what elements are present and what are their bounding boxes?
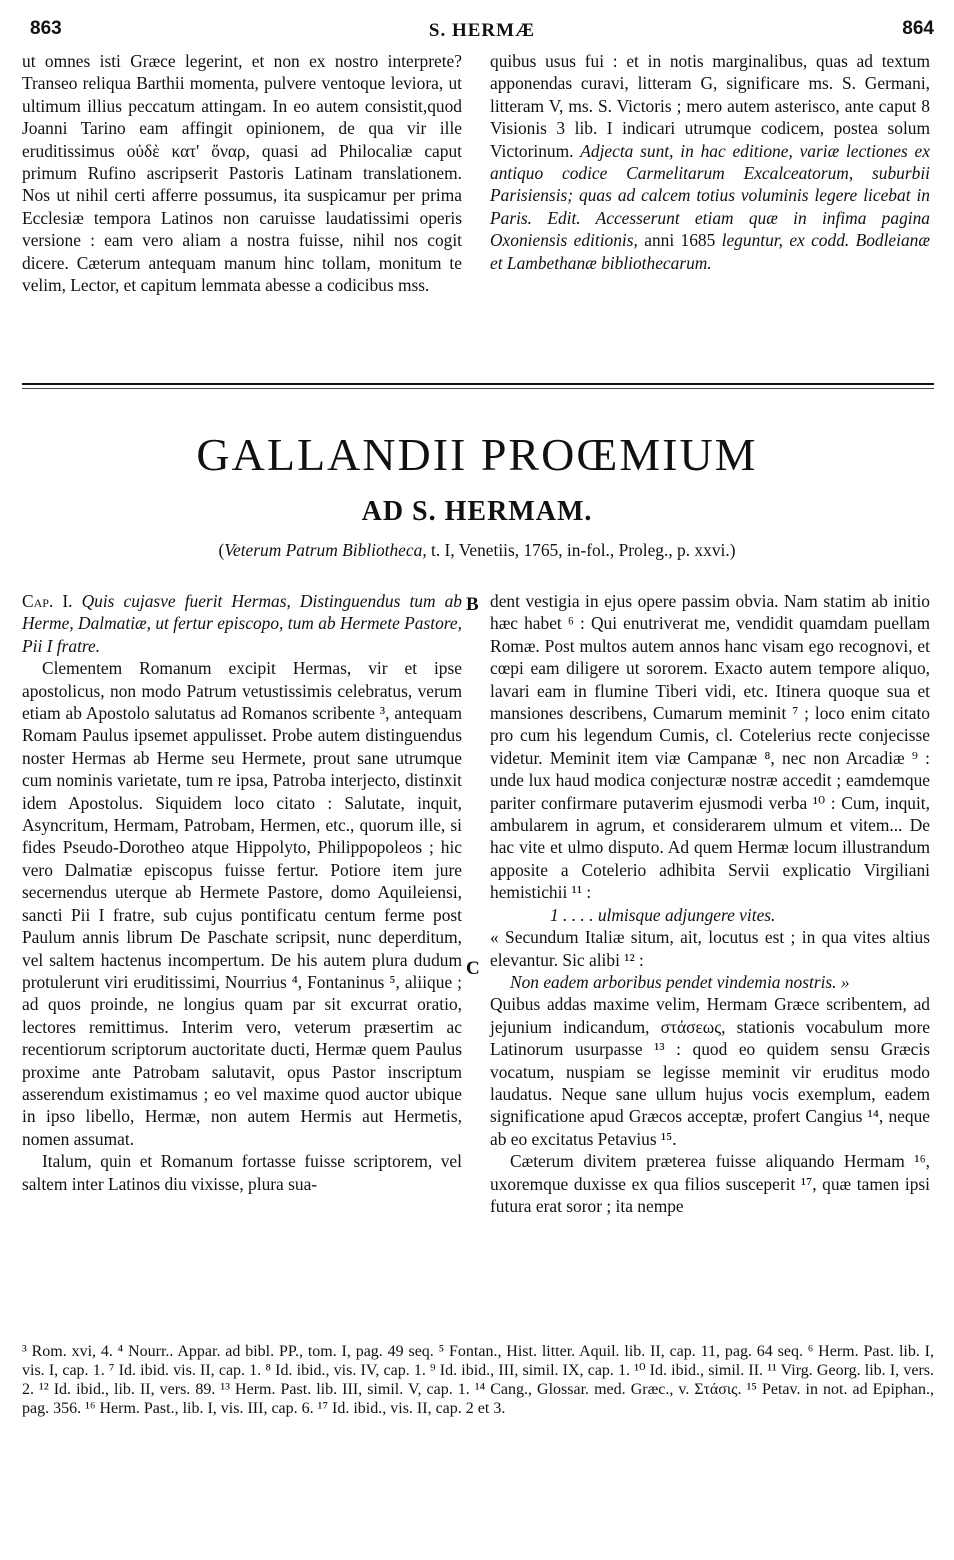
verse-quote-2: Non eadem arboribus pendet vindemia nostris. » <box>510 971 850 992</box>
running-title: S. HERMÆ <box>428 20 536 41</box>
section-divider-thin <box>22 388 934 389</box>
chapter-summary: Quis cujasve fuerit Hermas, Distinguendus tum ab Herme, Dalmatiæ, ut fertur episcopo, tum ab Hermete Pastore, Pii I fratre. <box>22 591 462 656</box>
verse-quote-1: 1 . . . . ulmisque adjungere vites. <box>550 904 776 925</box>
top-right-paragraph <box>490 50 930 274</box>
right-paragraph-2: « Secundum Italiæ situm, ait, locutus est ; in qua vites altius elevantur. Sic alibi ¹² : <box>490 927 930 970</box>
body-paragraph-1: Clementem Romanum excipit Hermas, vir et ipse apostolicus, non modo Patrum vetustissimis celebratus, verum etiam ab Apostolo salutatus ad Romanos scribente ³, antequam Romam Paulus ipsemet appulisset. Probe autem distinguendus noster Hermas ab Herme seu Hermete, prout sane utrumque cum nominis varietate, tum re ipsa, Patroba interjecto, distinxit idem Apostolus. Siquidem loco citato : Salutate, inquit, Asyncritum, Hermam, Patrobam, Hermen, etc., quorum ille, si fides Pseudo-Dorotheo atque Hippolyto, Philippopoleos ; hic vero Dalmatiæ episcopus fuisse fertur. Potiore item jure secernendus uterque ab Hermete Pastore, domo Aquileiensi, sancti Pii I fratre, sub cujus pontificatu centum ferme post Paulum annis librum De Paschate scripsit, nunc deperditum, vel saltem hactenus incompertum. De his autem plura dudum protulerunt viri eruditissimi, Nourrius ⁴, Fontaninus ⁵, aliique ; ad quos proinde, ne longius quam par sit excurrat oratio, lectores remittimus. Interim vero, veterum præsertim ac recentiorum scriptorum auctoritate ducti, Hermæ quem Paulus proxime ante Patrobam salutavit, opus Pastor inscriptum asserendum existimamus ; eo vel maxime quod auctor ubique in ipso libello, Hermæ, non autem Hermis aut Hermetis, nomen assumat. <box>22 658 462 1149</box>
margin-letter-b: B <box>466 594 479 615</box>
source-citation <box>0 540 954 561</box>
body-right-column <box>490 590 930 1217</box>
chapter-heading <box>22 590 462 657</box>
top-right-roman-b: anni 1685 <box>644 230 716 251</box>
top-right-roman: quibus usus fui : et in notis marginalibus, quas ad textum apponendas curavi, litteram G, significare ms. S. Germani, litteram V, ms. S. Victoris ; mero autem asterisco, ante caput 8 Visionis 3 lib. I indicari utrumque codicem, postea solum Victorinum. <box>490 51 930 161</box>
margin-letter-c: C <box>466 958 480 979</box>
section-divider <box>22 383 934 385</box>
source-italic: Veterum Patrum Bibliotheca, <box>224 540 427 560</box>
top-right-italic-b: leguntur, ex codd. Bodleianæ et Lambethanæ bibliothecarum. <box>490 230 930 273</box>
right-paragraph-1: dent vestigia in ejus opere passim obvia. Nam statim ab initio hæc habet ⁶ : Qui enutriverat me, vendidit quamdam puellam Romæ. Post multos autem annos hanc visam ego recognovi, et cœpi eam diligere ut sororem. Exacto autem tempore aliquo, lavari eam in flumine Tiberi vidi, etc. Itinera quoque sua et mansiones describens, Cumarum meminit ⁷ ; loco enim citato pro cum his legendum Cumis, cl. Cotelerius recte conjecisse videtur. Meminit item viæ Campanæ ⁸, nec non Arcadiæ ⁹ : unde lux haud modica conjecturæ nostræ accedit ; eamdemque pariter confirmare putaverim ejusmodi verba ¹⁰ : Cum, inquit, ambularem in agrum, et considerarem ulmum et vitem... De hac vite et ulmo disputo. Ad quem Hermæ locum illustrandum apposite a Cotelerio adhibita Servii explicatio Virgiliani hemistichii ¹¹ : <box>490 591 930 903</box>
body-left-column <box>22 590 462 1195</box>
page-number-right: 864 <box>902 18 934 39</box>
right-paragraph-3: Quibus addas maxime velim, Hermam Græce scribentem, ad jejunium indicandum, στάσεως, stationis vocabulum more Latinorum usurpasse ¹³ : quod eo quidem sensu Græcis vocatum, nuspiam se legisse meminit vir eruditus modo laudatus. Neque sane ullum hujus vocis exemplum, eadem significatione apud Græcos acceptæ, profert Cangius ¹⁴, neque ab eo excitatus Petavius ¹⁵. <box>490 994 930 1149</box>
chapter-label: Cap. I. <box>22 591 73 611</box>
running-head <box>30 18 934 44</box>
source-rest: t. I, Venetiis, 1765, in-fol., Proleg., p. xxvi.) <box>426 540 736 560</box>
top-left-paragraph: ut omnes isti Græce legerint, et non ex nostro interprete? Transeo reliqua Barthii momenta, pulvere ventoque leviora, ut ultimum illius peccatum attingam. In eo autem consistit,quod Joanni Tarino eam affingit opinionem, de qua vir ille eruditissimus οὐδὲ κατ' ὄναρ, quasi ad Philocaliæ caput primum Rufino ascripserit Pastoris Latinam translationem. Nos ut nihil certi afferre possumus, ita suspicamur per prima Ecclesiæ tempora Latinos non caruisse laudatissimi operis versione : eam vero aliam a nostra fuisse, nihil nos cogit dicere. Cæterum antequam manum hinc tollam, monitum te velim, Lector, et capitum lemmata abesse a codicibus mss. <box>22 51 462 296</box>
page-number-left: 863 <box>30 18 62 39</box>
right-paragraph-4: Cæterum divitem præterea fuisse aliquando Hermam ¹⁶, uxoremque duxisse ex qua filios susceperit ¹⁷, quæ tamen ipsi futura erat soror ; ita nempe <box>490 1151 930 1216</box>
top-right-italic-a: Adjecta sunt, in hac editione, variæ lectiones ex antiquo codice Carmelitarum Excalceatorum, suburbii Parisiensis; quas ad calcem totius voluminis legere licebat in Paris. Edit. Accesserunt etiam quæ in infima pagina Oxoniensis editionis, <box>490 140 930 251</box>
section-title: GALLANDII PROŒMIUM <box>196 429 758 480</box>
source-open: ( <box>218 540 225 560</box>
body-paragraph-2: Italum, quin et Romanum fortasse fuisse scriptorem, vel saltem inter Latinos diu vixisse, plura sua- <box>22 1151 462 1194</box>
top-left-column <box>22 50 462 296</box>
section-subtitle: AD S. HERMAM. <box>361 496 593 527</box>
footnotes: ³ Rom. xvi, 4. ⁴ Nourr.. Appar. ad bibl. PP., tom. I, pag. 49 seq. ⁵ Fontan., Hist. litter. Aquil. lib. II, cap. 11, pag. 64 seq. ⁶ Herm. Past. lib. I, vis. I, cap. 1. ⁷ Id. ibid. vis. II, cap. 1. ⁸ Id. ibid., vis. IV, cap. 1. ⁹ Id. ibid., III, simil. IX, cap. 1. ¹⁰ Id. ibid., simil. II. ¹¹ Virg. Georg. lib. I, vers. 2. ¹² Id. ibid., lib. II, vers. 89. ¹³ Herm. Past. lib. III, simil. V, cap. 1. ¹⁴ Cang., Glossar. med. Græc., v. Στάσις. ¹⁵ Petav. in not. ad Epiphan., pag. 356. ¹⁶ Herm. Past., lib. I, vis. III, cap. 6. ¹⁷ Id. ibid., vis. II, cap. 2 et 3. <box>22 1343 934 1417</box>
top-right-column <box>490 50 930 274</box>
